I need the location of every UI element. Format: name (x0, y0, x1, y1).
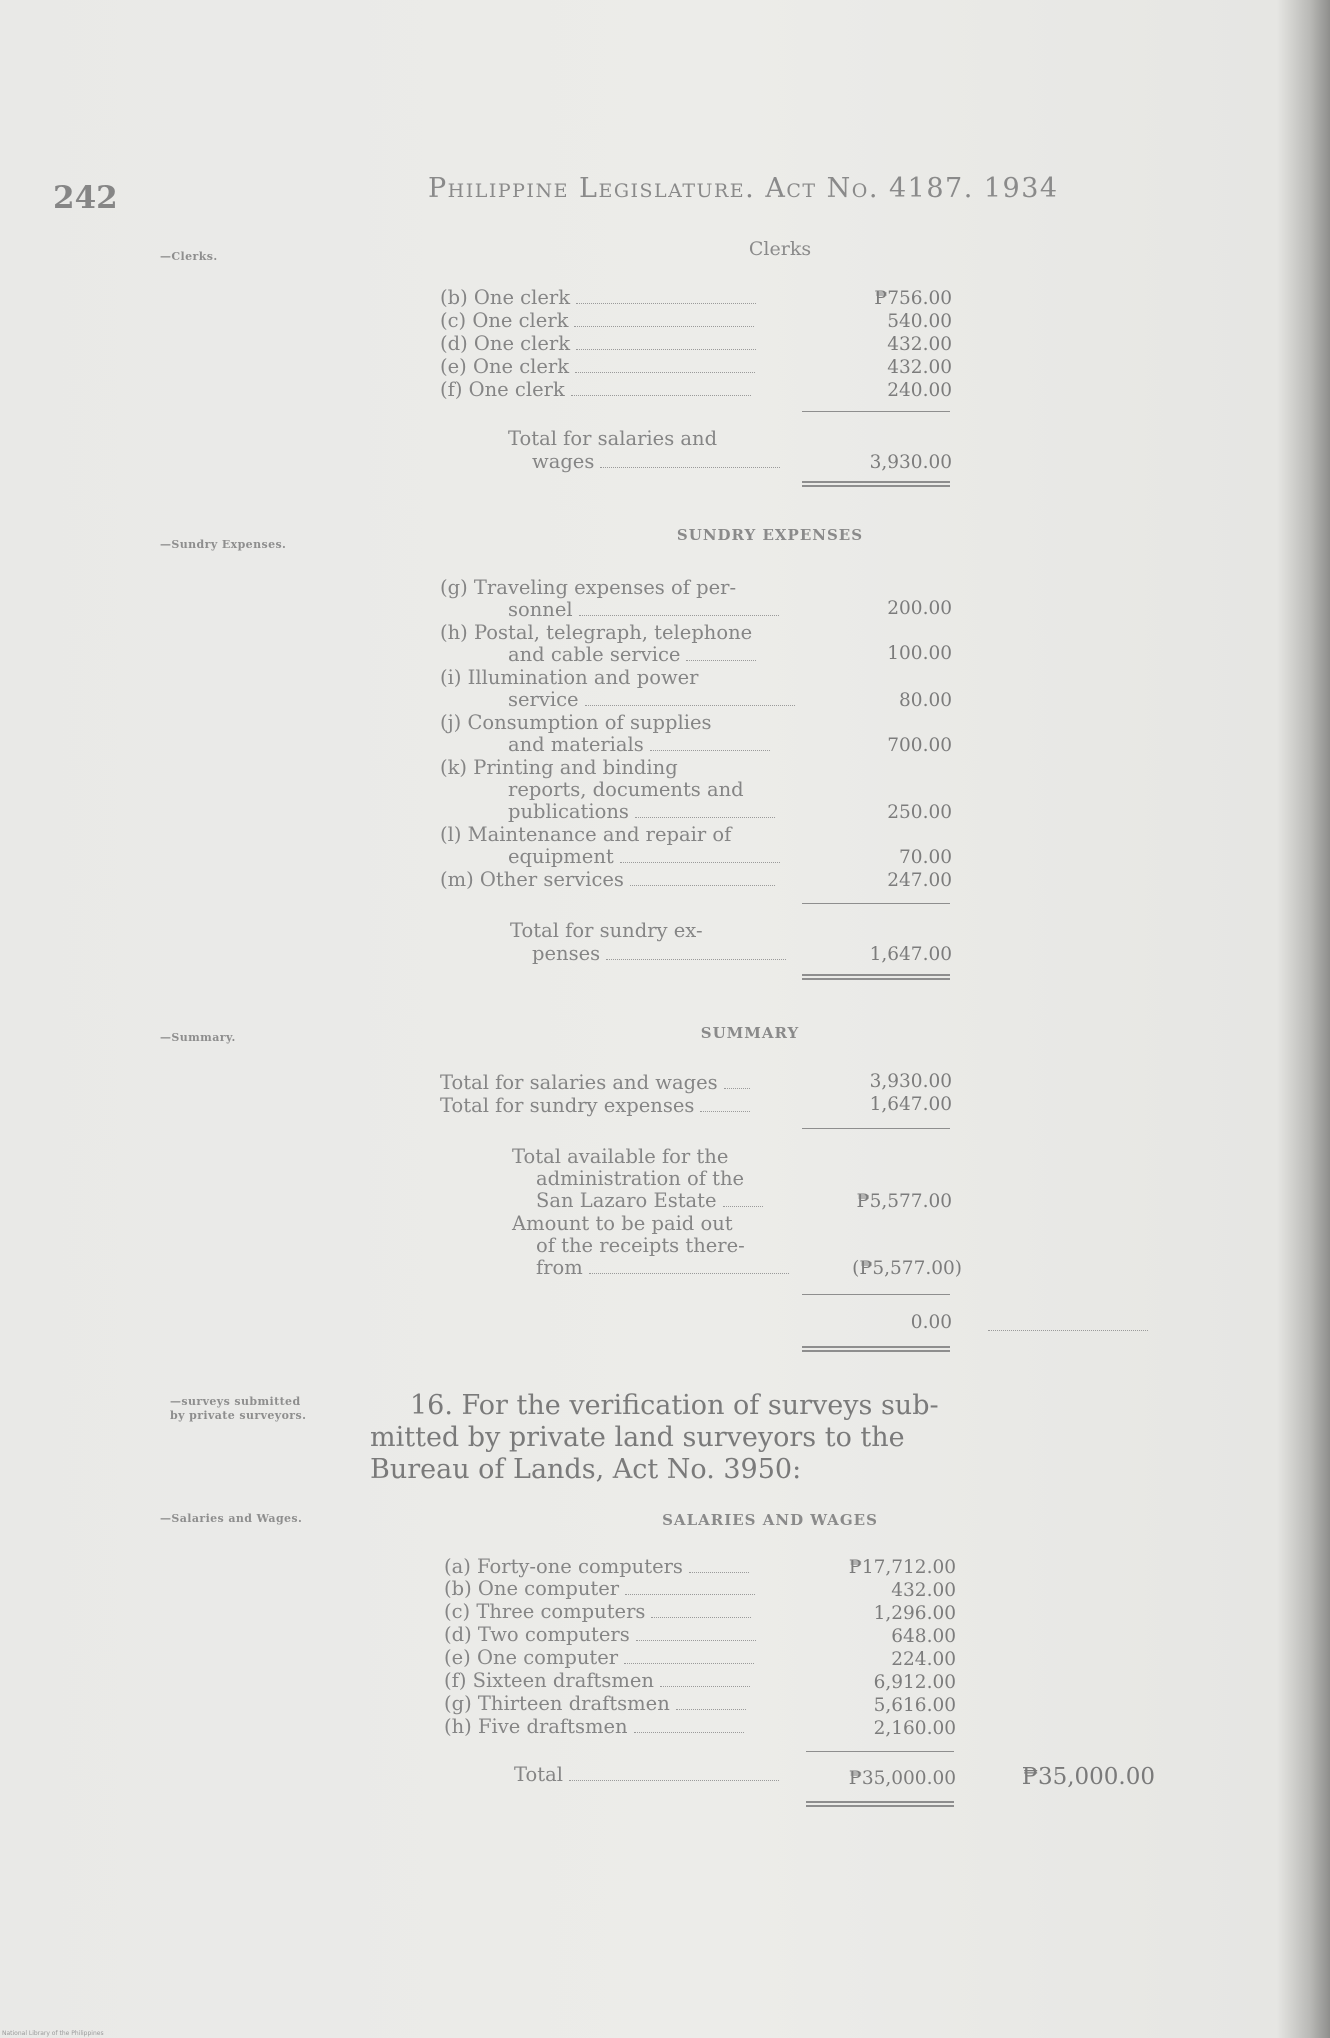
section-16-line3: Bureau of Lands, Act No. 3950: (370, 1454, 802, 1485)
margin-note-surveys: —surveys submitted by private surveyors. (170, 1395, 307, 1422)
summary-row: Total for salaries and wages (440, 1072, 750, 1095)
item-amount: 250.00 (887, 802, 952, 823)
list-item (440, 379, 751, 402)
list-item: (j) Consumption of supplies (440, 711, 712, 734)
double-rule (806, 1801, 954, 1807)
rule (802, 1294, 950, 1295)
outer-total: ₱35,000.00 (1021, 1764, 1155, 1790)
total-amount: 1,647.00 (869, 944, 952, 965)
item-amount: 100.00 (887, 643, 952, 664)
item-amount: 224.00 (891, 1649, 956, 1670)
list-item: (f) Sixteen draftsmen (444, 1670, 750, 1693)
list-item: (g) Thirteen draftsmen (444, 1693, 746, 1716)
item-amount: ₱5,577.00 (856, 1191, 952, 1212)
list-item: (h) Postal, telegraph, telephone (440, 621, 753, 644)
section-16-line2: mitted by private land surveyors to the (370, 1422, 905, 1453)
item-amount: 6,912.00 (873, 1672, 956, 1693)
item-amount: 80.00 (899, 690, 952, 711)
summary-text: Total available for the (512, 1145, 729, 1168)
list-item: (c) Three computers (444, 1601, 751, 1624)
list-item: (h) Five draftsmen (444, 1716, 744, 1739)
item-amount: 432.00 (891, 1580, 956, 1601)
total-label: Total (514, 1764, 779, 1787)
salaries-heading: SALARIES AND WAGES (662, 1511, 878, 1529)
item-amount: 1,296.00 (873, 1603, 956, 1624)
page-number: 242 (53, 180, 118, 216)
total-label: Total for salaries and (508, 427, 718, 450)
item-label: (e) One clerk (440, 355, 570, 378)
rule (802, 1128, 950, 1129)
item-amount: (₱5,577.00) (852, 1258, 962, 1279)
list-item: (d) Two computers (444, 1624, 756, 1647)
total-amount: ₱35,000.00 (848, 1768, 956, 1789)
list-item-cont: service (508, 689, 795, 712)
item-label: (f) One clerk (440, 378, 565, 401)
margin-note-clerks: —Clerks. (160, 250, 218, 263)
summary-heading: SUMMARY (700, 1024, 800, 1042)
item-amount: ₱17,712.00 (848, 1557, 956, 1578)
list-item-cont: and materials (508, 734, 770, 757)
footer-credit: National Library of the Philippines (2, 2030, 104, 2037)
item-amount: ₱756.00 (874, 288, 952, 309)
list-item-cont: and cable service (508, 644, 756, 667)
double-rule (802, 1346, 950, 1352)
item-amount: 70.00 (899, 847, 952, 868)
total-label-cont: wages (532, 451, 780, 474)
list-item: (i) Illumination and power (440, 666, 699, 689)
net-amount: 0.00 (910, 1312, 952, 1333)
total-label: Total for sundry ex- (510, 919, 703, 942)
summary-text: Amount to be paid out (512, 1212, 733, 1235)
list-item: (g) Traveling expenses of per- (440, 576, 737, 599)
item-amount: 200.00 (887, 598, 952, 619)
item-label: (b) One clerk (440, 286, 571, 309)
double-rule (802, 481, 950, 487)
list-item (440, 333, 756, 356)
summary-text: of the receipts there- (536, 1234, 745, 1257)
item-label: (c) One clerk (440, 309, 569, 332)
list-item-cont: sonnel (508, 599, 779, 622)
item-amount: 247.00 (887, 870, 952, 891)
double-rule (802, 974, 950, 980)
list-item: (b) One computer (444, 1578, 755, 1601)
rule (802, 903, 950, 904)
item-amount: 2,160.00 (873, 1718, 956, 1739)
list-item (440, 287, 756, 310)
list-item: (a) Forty-one computers (444, 1556, 749, 1579)
list-item: (m) Other services (440, 869, 775, 892)
summary-row: Total for sundry expenses (440, 1095, 750, 1118)
list-item: (e) One computer (444, 1647, 754, 1670)
summary-text: administration of the (536, 1167, 745, 1190)
margin-note-salaries: —Salaries and Wages. (160, 1512, 303, 1525)
margin-note-summary: —Summary. (160, 1031, 236, 1044)
list-item (440, 310, 754, 333)
list-item-cont: publications (508, 801, 775, 824)
clerks-heading: Clerks (748, 238, 812, 260)
list-item: (k) Printing and binding (440, 756, 678, 779)
item-amount: 540.00 (887, 311, 952, 332)
list-item-cont: reports, documents and (508, 778, 744, 801)
summary-text: from (536, 1257, 789, 1280)
item-amount: 240.00 (887, 380, 952, 401)
list-item (440, 356, 755, 379)
item-label: (d) One clerk (440, 332, 571, 355)
margin-note-sundry: —Sundry Expenses. (160, 538, 287, 551)
section-16-line1: 16. For the verification of surveys sub- (410, 1390, 939, 1421)
running-head: Philippine Legislature. Act No. 4187. 1934 (428, 173, 1059, 204)
rule (806, 1751, 954, 1752)
rule (802, 411, 950, 412)
total-label-cont: penses (532, 943, 786, 966)
list-item: (l) Maintenance and repair of (440, 823, 732, 846)
item-amount: 648.00 (891, 1626, 956, 1647)
item-amount: 1,647.00 (869, 1094, 952, 1115)
sundry-heading: SUNDRY EXPENSES (676, 526, 864, 544)
item-amount: 5,616.00 (873, 1695, 956, 1716)
item-amount: 432.00 (887, 334, 952, 355)
item-amount: 3,930.00 (869, 1071, 952, 1092)
leader-dots (988, 1330, 1148, 1331)
summary-text: San Lazaro Estate (536, 1190, 763, 1213)
total-amount: 3,930.00 (869, 452, 952, 473)
item-amount: 700.00 (887, 735, 952, 756)
item-amount: 432.00 (887, 357, 952, 378)
list-item-cont: equipment (508, 846, 780, 869)
